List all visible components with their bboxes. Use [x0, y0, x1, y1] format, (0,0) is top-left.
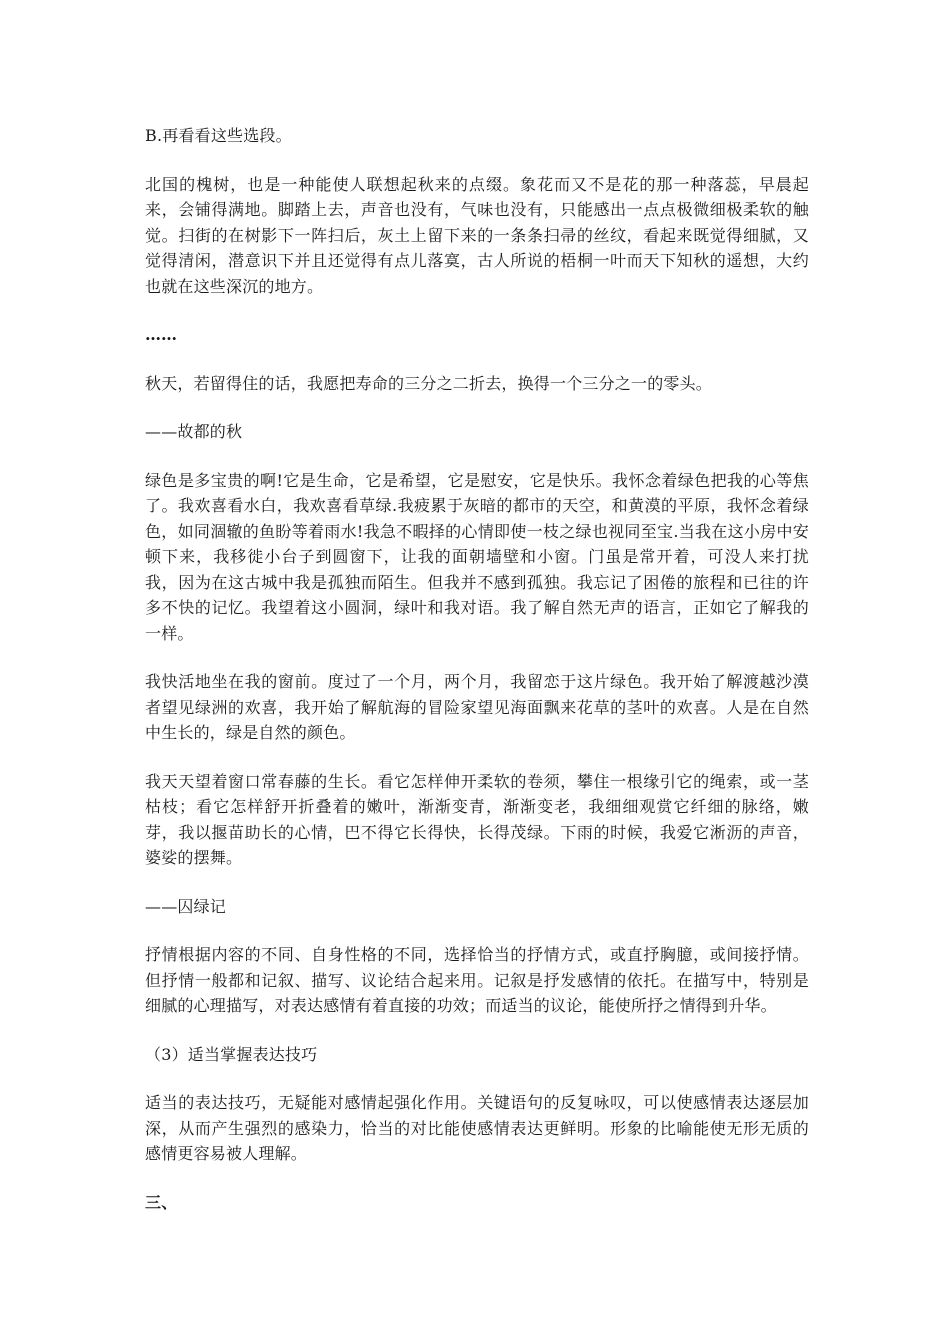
excerpt-autumn-closing: 秋天，若留得住的话，我愿把寿命的三分之二折去，换得一个三分之一的零头。	[145, 373, 713, 393]
ellipsis: ……	[145, 325, 177, 344]
subsection-heading: （3）适当掌握表达技巧	[145, 1044, 318, 1064]
section-intro: B.再看看这些选段。	[145, 126, 292, 145]
source-attribution-green: ——囚绿记	[145, 896, 227, 916]
analysis-paragraph: 抒情根据内容的不同、自身性格的不同，选择恰当的抒情方式，或直抒胸臆，或间接抒情。但抒情一般都和记叙、描写、议论结合起来用。记叙是抒发感情的依托。在描写中，特别是细腻的心理描写，对表达感情有着直接的功效；而适当的议论，能使所抒之情得到升华。	[145, 945, 809, 1015]
section-heading-three: 三、	[145, 1192, 178, 1212]
excerpt-green-paragraph-1: 绿色是多宝贵的啊!它是生命，它是希望，它是慰安，它是快乐。我怀念着绿色把我的心等焦了。我欢喜看水白，我欢喜看草绿.我疲累于灰暗的都市的天空，和黄漠的平原，我怀念着绿色，如同涸辙的鱼盼等着雨水!我急不暇择的心情即使一枝之绿也视同至宝.当我在这小房中安顿下来，我移徙小台子到圆窗下，让我的面朝墙壁和小窗。门虽是常开着，可没人来打扰我，因为在这古城中我是孤独而陌生。但我并不感到孤独。我忘记了困倦的旅程和已往的许多不快的记忆。我望着这小圆洞，绿叶和我对语。我了解自然无声的语言，正如它了解我的一样。	[145, 470, 809, 643]
source-attribution-autumn: ——故都的秋	[145, 422, 243, 441]
technique-paragraph: 适当的表达技巧，无疑能对感情起强化作用。关键语句的反复咏叹，可以使感情表达逐层加深，从而产生强烈的感染力，恰当的对比能使感情表达更鲜明。形象的比喻能使无形无质的感情更容易被人理解。	[145, 1093, 809, 1163]
excerpt-autumn-paragraph: 北国的槐树，也是一种能使人联想起秋来的点缀。象花而又不是花的那一种落蕊，早晨起来，会铺得满地。脚踏上去，声音也没有，气味也没有，只能感出一点点极微细极柔软的触觉。扫街的在树影下一阵扫后，灰土上留下来的一条条扫帚的丝纹，看起来既觉得细腻，又觉得清闲，潜意识下并且还觉得有点儿落寞，古人所说的梧桐一叶而天下知秋的遥想，大约也就在这些深沉的地方。	[145, 174, 809, 296]
excerpt-green-paragraph-3: 我天天望着窗口常春藤的生长。看它怎样伸开柔软的卷须，攀住一根缘引它的绳索，或一茎枯枝；看它怎样舒开折叠着的嫩叶，渐渐变青，渐渐变老，我细细观赏它纤细的脉络，嫩芽，我以揠苗助长的心情，巴不得它长得快，长得茂绿。下雨的时候，我爱它淅沥的声音，婆娑的摆舞。	[145, 771, 809, 867]
document-page	[145, 123, 809, 1238]
excerpt-green-paragraph-2: 我快活地坐在我的窗前。度过了一个月，两个月，我留恋于这片绿色。我开始了解渡越沙漠者望见绿洲的欢喜，我开始了解航海的冒险家望见海面飘来花草的茎叶的欢喜。人是在自然中生长的，绿是自然的颜色。	[145, 672, 809, 742]
